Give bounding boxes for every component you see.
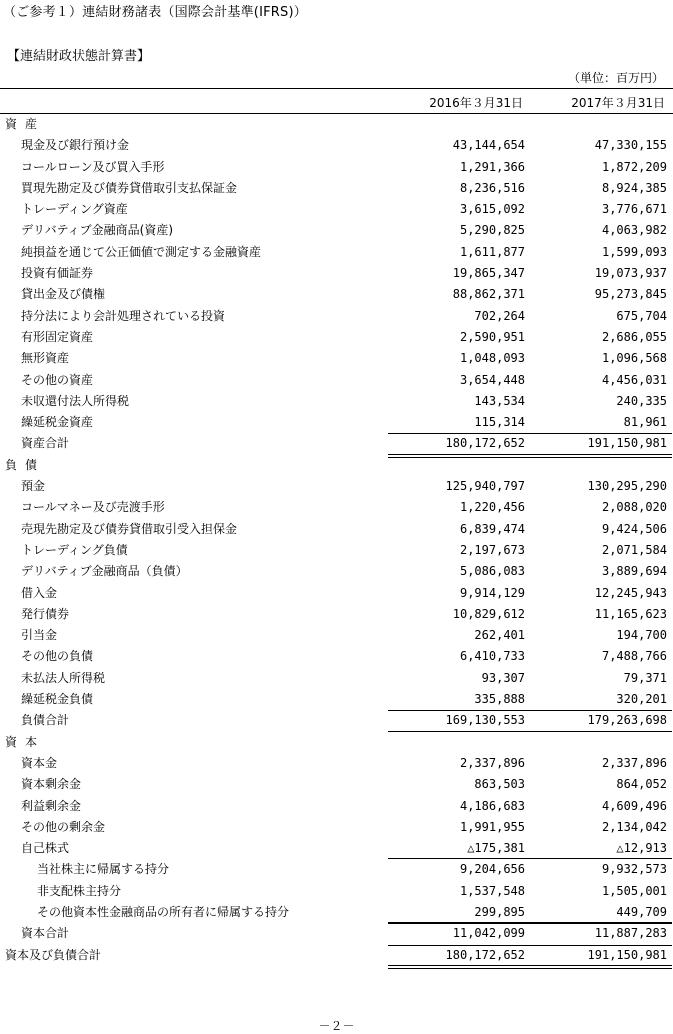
value-2016: 5,290,825 (459, 223, 525, 238)
table-row (0, 625, 673, 646)
value-2016: 125,940,797 (445, 479, 525, 494)
value-2017: △12,913 (616, 841, 667, 856)
value-2017: 179,263,698 (587, 713, 667, 728)
row-label: 未払法人所得税 (21, 670, 106, 685)
section-label: 負債 (5, 457, 46, 472)
value-2017: 9,932,573 (601, 862, 667, 877)
value-2016: 2,590,951 (459, 329, 525, 344)
value-2017: 9,424,506 (601, 521, 667, 536)
table-row (0, 220, 673, 241)
value-2017: 4,063,982 (601, 223, 667, 238)
table-row (0, 668, 673, 689)
value-2016: 143,534 (474, 393, 525, 408)
table-row (0, 242, 673, 263)
value-2016: 2,337,896 (459, 755, 525, 770)
value-2016: △175,381 (467, 841, 525, 856)
table-row (0, 157, 673, 178)
value-2017: 81,961 (623, 415, 667, 430)
table-row (0, 135, 673, 156)
row-label: 貸出金及び債権 (21, 287, 106, 302)
value-2016: 2,197,673 (459, 542, 525, 557)
value-2016: 9,204,656 (459, 862, 525, 877)
value-2017: 12,245,943 (594, 585, 667, 600)
table-row (0, 199, 673, 220)
value-2016: 335,888 (474, 692, 525, 707)
row-label: 資本金 (21, 755, 58, 770)
value-2016: 299,895 (474, 904, 525, 919)
row-label: 無形資産 (21, 351, 70, 366)
value-2016: 6,839,474 (459, 521, 525, 536)
row-label: 利益剰余金 (21, 798, 82, 813)
equity-total-row (0, 923, 673, 944)
column-header-2016: 2016年３月31日 (429, 96, 523, 110)
value-2017: 1,505,001 (601, 883, 667, 898)
value-2016: 169,130,553 (445, 713, 525, 728)
table-row (0, 370, 673, 391)
value-2016: 3,654,448 (459, 372, 525, 387)
value-2017: 191,150,981 (587, 947, 667, 962)
value-2017: 191,150,981 (587, 436, 667, 451)
value-2016: 19,865,347 (452, 266, 525, 281)
value-2017: 1,872,209 (601, 159, 667, 174)
table-row (0, 859, 673, 880)
value-2017: 449,709 (616, 904, 667, 919)
value-2016: 11,042,099 (452, 926, 525, 941)
value-2016: 93,307 (481, 670, 525, 685)
row-label: その他の剰余金 (21, 819, 106, 834)
value-2017: 130,295,290 (587, 479, 667, 494)
row-label: 借入金 (21, 585, 58, 600)
value-2016: 180,172,652 (445, 947, 525, 962)
value-2017: 11,165,623 (594, 606, 667, 621)
value-2017: 2,071,584 (601, 542, 667, 557)
row-label: トレーディング負債 (21, 542, 128, 557)
row-label: 資産合計 (21, 436, 70, 451)
total-rule (388, 945, 672, 946)
section-heading-equity (0, 732, 673, 753)
table-row (0, 327, 673, 348)
value-2017: 4,609,496 (601, 798, 667, 813)
value-2016: 1,991,955 (459, 819, 525, 834)
table-row (0, 561, 673, 582)
table-row (0, 284, 673, 305)
table-row (0, 796, 673, 817)
row-label: 自己株式 (21, 841, 70, 856)
value-2017: 1,599,093 (601, 244, 667, 259)
section-heading-assets (0, 114, 673, 135)
table-row (0, 263, 673, 284)
row-label: 資本及び負債合計 (5, 947, 102, 962)
table-row (0, 178, 673, 199)
value-2016: 88,862,371 (452, 287, 525, 302)
table-row (0, 902, 673, 923)
row-label: 現金及び銀行預け金 (21, 138, 130, 153)
section-label: 資本 (5, 734, 46, 749)
value-2017: 2,134,042 (601, 819, 667, 834)
table-row (0, 540, 673, 561)
value-2017: 320,201 (616, 692, 667, 707)
value-2016: 702,264 (474, 308, 525, 323)
row-label: 売現先勘定及び債券貸借取引受入担保金 (21, 521, 238, 536)
value-2016: 863,503 (474, 777, 525, 792)
value-2016: 5,086,083 (459, 564, 525, 579)
value-2016: 3,615,092 (459, 202, 525, 217)
row-label: トレーディング資産 (21, 202, 128, 217)
value-2016: 4,186,683 (459, 798, 525, 813)
row-label: 資本剰余金 (21, 777, 82, 792)
value-2016: 1,537,548 (459, 883, 525, 898)
table-header (0, 88, 673, 114)
value-2017: 47,330,155 (594, 138, 667, 153)
value-2016: 9,914,129 (459, 585, 525, 600)
row-label: 持分法により会計処理されている投資 (21, 308, 226, 323)
value-2016: 115,314 (474, 415, 525, 430)
balance-sheet-table (0, 88, 673, 966)
value-2017: 19,073,937 (594, 266, 667, 281)
row-label: コールマネー及び売渡手形 (21, 500, 165, 515)
row-label: 未収還付法人所得税 (21, 393, 130, 408)
row-label: 非支配株主持分 (37, 883, 122, 898)
table-row (0, 348, 673, 369)
value-2016: 43,144,654 (452, 138, 525, 153)
row-label: その他の資産 (21, 372, 94, 387)
total-rule (388, 923, 672, 924)
total-rule (388, 710, 672, 711)
table-row (0, 604, 673, 625)
liabilities-items (0, 476, 673, 710)
row-label: デリバティブ金融商品(資産) (21, 223, 174, 238)
table-row (0, 838, 673, 859)
row-label: 純損益を通じて公正価値で測定する金融資産 (21, 244, 262, 259)
row-label: 繰延税金負債 (21, 692, 94, 707)
table-row (0, 646, 673, 667)
section-label: 資産 (5, 117, 46, 131)
row-label: その他の負債 (21, 649, 94, 664)
table-row (0, 689, 673, 710)
value-2017: 2,337,896 (601, 755, 667, 770)
row-label: 預金 (21, 479, 46, 494)
value-2017: 4,456,031 (601, 372, 667, 387)
statement-title: 【連結財政状態計算書】 (7, 49, 151, 64)
value-2017: 8,924,385 (601, 180, 667, 195)
value-2016: 262,401 (474, 628, 525, 643)
table-row (0, 519, 673, 540)
value-2016: 180,172,652 (445, 436, 525, 451)
value-2016: 6,410,733 (459, 649, 525, 664)
table-row (0, 753, 673, 774)
row-label: デリバティブ金融商品（負債） (21, 564, 188, 579)
page-number: －２－ (318, 1019, 355, 1033)
value-2017: 11,887,283 (594, 926, 667, 941)
table-row (0, 391, 673, 412)
value-2017: 2,686,055 (601, 329, 667, 344)
row-label: 買現先勘定及び債券貸借取引支払保証金 (21, 180, 238, 195)
row-label: 資本合計 (21, 926, 70, 941)
table-row (0, 817, 673, 838)
total-rule (388, 433, 672, 434)
document-title: （ご参考１）連結財務諸表（国際会計基準(IFRS)） (3, 5, 307, 20)
grand-total-row (0, 945, 673, 966)
value-2017: 3,776,671 (601, 202, 667, 217)
value-2017: 95,273,845 (594, 287, 667, 302)
value-2017: 240,335 (616, 393, 667, 408)
value-2017: 864,052 (616, 777, 667, 792)
row-label: 発行債券 (21, 606, 70, 621)
table-row (0, 476, 673, 497)
value-2017: 675,704 (616, 308, 667, 323)
row-label: 有形固定資産 (21, 329, 94, 344)
value-2016: 10,829,612 (452, 606, 525, 621)
row-label: 引当金 (21, 628, 58, 643)
value-2016: 8,236,516 (459, 180, 525, 195)
value-2016: 1,220,456 (459, 500, 525, 515)
row-label: コールローン及び買入手形 (21, 159, 165, 174)
row-label: その他資本性金融商品の所有者に帰属する持分 (37, 904, 290, 919)
row-label: 投資有価証券 (21, 266, 94, 281)
value-2017: 2,088,020 (601, 500, 667, 515)
table-row (0, 583, 673, 604)
row-label: 繰延税金資産 (21, 415, 94, 430)
value-2016: 1,611,877 (459, 244, 525, 259)
equity-subitems (0, 859, 673, 923)
table-row (0, 412, 673, 433)
assets-total-row (0, 433, 673, 454)
table-row (0, 497, 673, 518)
section-heading-liabilities (0, 455, 673, 476)
row-label: 当社株主に帰属する持分 (37, 862, 170, 877)
assets-items (0, 135, 673, 433)
row-label: 負債合計 (21, 713, 70, 728)
value-2017: 1,096,568 (601, 351, 667, 366)
value-2017: 7,488,766 (601, 649, 667, 664)
table-row (0, 306, 673, 327)
double-rule (388, 965, 672, 969)
column-header-2017: 2017年３月31日 (571, 96, 665, 110)
value-2016: 1,291,366 (459, 159, 525, 174)
table-row (0, 881, 673, 902)
unit-note: （単位：百万円） (567, 71, 664, 85)
table-row (0, 774, 673, 795)
value-2017: 194,700 (616, 628, 667, 643)
value-2017: 79,371 (623, 670, 667, 685)
value-2017: 3,889,694 (601, 564, 667, 579)
value-2016: 1,048,093 (459, 351, 525, 366)
equity-items (0, 753, 673, 859)
liabilities-total-row (0, 710, 673, 731)
